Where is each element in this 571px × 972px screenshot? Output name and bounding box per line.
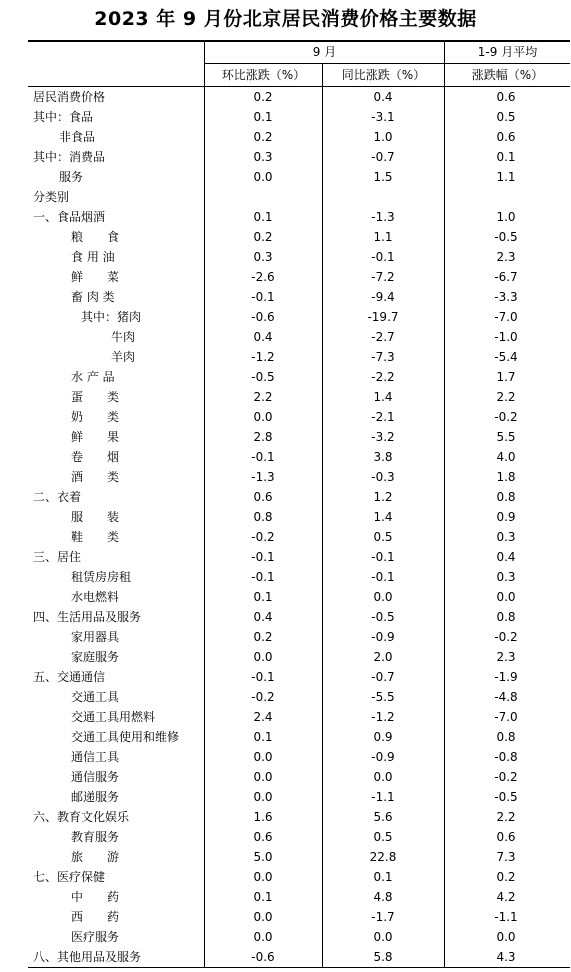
avg-value: 1.7 [496, 370, 516, 384]
avg-value: 0.6 [496, 90, 516, 104]
avg-value: 5.5 [496, 430, 516, 444]
table-row [0, 647, 571, 667]
row-label: 七、医疗保健 [33, 870, 106, 884]
page-title: 2023 年 9 月份北京居民消费价格主要数据 [94, 8, 477, 30]
yoy-value: 5.6 [373, 810, 393, 824]
yoy-value: -2.7 [371, 330, 395, 344]
mom-value: -0.1 [251, 290, 275, 304]
table-row [0, 727, 571, 747]
row-label: 通信服务 [71, 770, 120, 784]
yoy-value: -1.7 [371, 910, 395, 924]
table-row [0, 787, 571, 807]
table-row [0, 487, 571, 507]
row-label: 羊肉 [111, 350, 136, 364]
yoy-value: -0.1 [371, 570, 395, 584]
yoy-value: -0.7 [371, 150, 395, 164]
table-row [0, 667, 571, 687]
row-label: 六、教育文化娱乐 [33, 810, 130, 824]
yoy-value: -1.2 [371, 710, 395, 724]
row-label: 酒 类 [71, 470, 120, 484]
avg-value: 0.3 [496, 570, 516, 584]
avg-value: 2.3 [496, 650, 516, 664]
mom-value: 0.4 [253, 330, 273, 344]
avg-value: -7.0 [494, 310, 518, 324]
table-row [0, 747, 571, 767]
table-row [0, 267, 571, 287]
table-row [0, 807, 571, 827]
table-row [0, 327, 571, 347]
row-label: 粮 食 [71, 230, 120, 244]
yoy-value: -1.1 [371, 790, 395, 804]
table-row [0, 887, 571, 907]
table-bottom-rule [28, 967, 570, 968]
row-label: 水电燃料 [71, 590, 120, 604]
table-row [0, 367, 571, 387]
mom-value: 0.0 [253, 910, 273, 924]
mom-value: 2.4 [253, 710, 273, 724]
mom-value: 0.4 [253, 610, 273, 624]
table-row [0, 767, 571, 787]
mom-value: 0.3 [253, 250, 273, 264]
mom-value: -0.2 [251, 530, 275, 544]
avg-value: 7.3 [496, 850, 516, 864]
row-label: 四、生活用品及服务 [33, 610, 142, 624]
yoy-value: -0.9 [371, 630, 395, 644]
avg-value: 0.5 [496, 110, 516, 124]
mom-value: 0.2 [253, 130, 273, 144]
avg-value: 0.6 [496, 130, 516, 144]
avg-value: -1.9 [494, 670, 518, 684]
table-row [0, 507, 571, 527]
yoy-value: 0.5 [373, 530, 393, 544]
yoy-value: 0.5 [373, 830, 393, 844]
table-top-rule [28, 40, 570, 42]
row-label: 五、交通通信 [33, 670, 106, 684]
yoy-value: -9.4 [371, 290, 395, 304]
table-row [0, 687, 571, 707]
yoy-value: 5.8 [373, 950, 393, 964]
row-label: 其中：消费品 [33, 150, 106, 164]
avg-value: -0.2 [494, 770, 518, 784]
row-label: 医疗服务 [71, 930, 120, 944]
avg-value: 0.0 [496, 930, 516, 944]
row-label: 二、衣着 [33, 490, 82, 504]
yoy-value: 1.4 [373, 510, 393, 524]
mom-value: 0.0 [253, 790, 273, 804]
row-label: 鞋 类 [71, 530, 120, 544]
row-label: 三、居住 [33, 550, 82, 564]
mom-value: 2.2 [253, 390, 273, 404]
table-row [0, 947, 571, 967]
table-row [0, 527, 571, 547]
row-label: 卷 烟 [71, 450, 120, 464]
avg-value: 4.2 [496, 890, 516, 904]
yoy-value: 1.2 [373, 490, 393, 504]
yoy-value: 0.0 [373, 590, 393, 604]
yoy-value: -19.7 [367, 310, 399, 324]
table-row [0, 827, 571, 847]
row-label: 蛋 类 [71, 390, 120, 404]
table-row [0, 547, 571, 567]
mom-value: -0.6 [251, 950, 275, 964]
yoy-value: 22.8 [369, 850, 397, 864]
mom-value: 0.0 [253, 170, 273, 184]
row-label: 西 药 [71, 910, 120, 924]
row-label: 通信工具 [71, 750, 120, 764]
avg-value: 0.4 [496, 550, 516, 564]
mom-value: 0.0 [253, 770, 273, 784]
yoy-value: 0.1 [373, 870, 393, 884]
mom-value: 0.1 [253, 730, 273, 744]
yoy-value: -3.1 [371, 110, 395, 124]
table-row [0, 867, 571, 887]
table-row [0, 467, 571, 487]
mom-value: 5.0 [253, 850, 273, 864]
mom-value: -2.6 [251, 270, 275, 284]
row-label: 其中：猪肉 [81, 310, 142, 324]
avg-value: -3.3 [494, 290, 518, 304]
mom-value: -0.1 [251, 550, 275, 564]
table-row [0, 147, 571, 167]
yoy-value: 0.4 [373, 90, 393, 104]
yoy-value: 4.8 [373, 890, 393, 904]
avg-value: 2.2 [496, 390, 516, 404]
table-row [0, 587, 571, 607]
header-col-avg: 涨跌幅（%） [471, 68, 544, 82]
row-label: 非食品 [59, 130, 96, 144]
mom-value: -0.2 [251, 690, 275, 704]
avg-value: 0.1 [496, 150, 516, 164]
table-row [0, 307, 571, 327]
avg-value: 0.6 [496, 830, 516, 844]
avg-value: -7.0 [494, 710, 518, 724]
mom-value: 0.1 [253, 590, 273, 604]
avg-value: 1.1 [496, 170, 516, 184]
avg-value: 1.8 [496, 470, 516, 484]
mom-value: 1.6 [253, 810, 273, 824]
avg-value: -4.8 [494, 690, 518, 704]
mom-value: 0.6 [253, 490, 273, 504]
row-label: 家庭服务 [71, 650, 120, 664]
table-row [0, 927, 571, 947]
avg-value: -0.5 [494, 790, 518, 804]
yoy-value: -5.5 [371, 690, 395, 704]
yoy-value: 0.0 [373, 930, 393, 944]
mom-value: -1.2 [251, 350, 275, 364]
avg-value: -0.2 [494, 630, 518, 644]
table-row [0, 207, 571, 227]
row-label: 服 装 [71, 510, 120, 524]
table-row [0, 107, 571, 127]
mom-value: -0.1 [251, 450, 275, 464]
yoy-value: -0.5 [371, 610, 395, 624]
table-row [0, 87, 571, 107]
yoy-value: -0.1 [371, 250, 395, 264]
table-row [0, 407, 571, 427]
table-row [0, 227, 571, 247]
table-row [0, 247, 571, 267]
avg-value: -0.5 [494, 230, 518, 244]
yoy-value: -0.1 [371, 550, 395, 564]
table-row [0, 907, 571, 927]
mom-value: 0.1 [253, 210, 273, 224]
avg-value: 0.8 [496, 490, 516, 504]
row-label: 畜 肉 类 [71, 290, 115, 304]
row-label: 交通工具使用和维修 [71, 730, 180, 744]
header-col-yoy: 同比涨跌（%） [341, 68, 426, 82]
mom-value: -0.6 [251, 310, 275, 324]
avg-value: 4.3 [496, 950, 516, 964]
avg-value: -1.0 [494, 330, 518, 344]
yoy-value: 0.9 [373, 730, 393, 744]
table-row [0, 707, 571, 727]
avg-value: 0.3 [496, 530, 516, 544]
mom-value: 0.0 [253, 410, 273, 424]
yoy-value: 0.0 [373, 770, 393, 784]
mom-value: 0.1 [253, 890, 273, 904]
avg-value: 0.8 [496, 730, 516, 744]
table-row [0, 287, 571, 307]
yoy-value: -7.2 [371, 270, 395, 284]
header-group-month: 9 月 [312, 45, 337, 59]
avg-value: -0.2 [494, 410, 518, 424]
header-group-avg: 1-9 月平均 [477, 45, 538, 59]
yoy-value: 1.4 [373, 390, 393, 404]
table-row [0, 847, 571, 867]
yoy-value: 1.1 [373, 230, 393, 244]
mom-value: 0.6 [253, 830, 273, 844]
yoy-value: 3.8 [373, 450, 393, 464]
avg-value: 2.2 [496, 810, 516, 824]
mom-value: 0.0 [253, 930, 273, 944]
row-label: 其中：食品 [33, 110, 94, 124]
yoy-value: -2.1 [371, 410, 395, 424]
row-label: 居民消费价格 [33, 90, 106, 104]
header-col-mom: 环比涨跌（%） [221, 68, 306, 82]
row-label: 租赁房房租 [71, 570, 132, 584]
yoy-value: 1.0 [373, 130, 393, 144]
table-row [0, 387, 571, 407]
mom-value: -0.1 [251, 570, 275, 584]
table-row [0, 447, 571, 467]
row-label: 交通工具用燃料 [71, 710, 156, 724]
mom-value: 0.8 [253, 510, 273, 524]
mom-value: 2.8 [253, 430, 273, 444]
row-label: 鲜 果 [71, 430, 120, 444]
mom-value: 0.2 [253, 230, 273, 244]
mom-value: -1.3 [251, 470, 275, 484]
row-label: 水 产 品 [71, 370, 115, 384]
row-label: 邮递服务 [71, 790, 120, 804]
mom-value: -0.5 [251, 370, 275, 384]
mom-value: 0.0 [253, 870, 273, 884]
avg-value: -1.1 [494, 910, 518, 924]
table-row [0, 127, 571, 147]
avg-value: 1.0 [496, 210, 516, 224]
row-label: 交通工具 [71, 690, 120, 704]
mom-value: 0.1 [253, 110, 273, 124]
yoy-value: -2.2 [371, 370, 395, 384]
yoy-value: 2.0 [373, 650, 393, 664]
row-label: 食 用 油 [71, 250, 115, 264]
yoy-value: -0.3 [371, 470, 395, 484]
table-row [0, 627, 571, 647]
yoy-value: -3.2 [371, 430, 395, 444]
table-row [0, 187, 571, 207]
row-label: 牛肉 [111, 330, 136, 344]
row-label: 鲜 菜 [71, 270, 120, 284]
avg-value: 0.2 [496, 870, 516, 884]
row-label: 八、其他用品及服务 [33, 950, 142, 964]
row-label: 分类别 [33, 190, 70, 204]
avg-value: -6.7 [494, 270, 518, 284]
mom-value: 0.0 [253, 750, 273, 764]
yoy-value: -1.3 [371, 210, 395, 224]
mom-value: 0.0 [253, 650, 273, 664]
table-row [0, 567, 571, 587]
avg-value: -5.4 [494, 350, 518, 364]
yoy-value: 1.5 [373, 170, 393, 184]
yoy-value: -7.3 [371, 350, 395, 364]
mom-value: 0.2 [253, 90, 273, 104]
row-label: 教育服务 [71, 830, 120, 844]
avg-value: 4.0 [496, 450, 516, 464]
mom-value: 0.3 [253, 150, 273, 164]
row-label: 一、食品烟酒 [33, 210, 106, 224]
table-row [0, 427, 571, 447]
row-label: 家用器具 [71, 630, 120, 644]
avg-value: 2.3 [496, 250, 516, 264]
avg-value: 0.9 [496, 510, 516, 524]
avg-value: 0.0 [496, 590, 516, 604]
mom-value: -0.1 [251, 670, 275, 684]
table-row [0, 167, 571, 187]
row-label: 奶 类 [71, 410, 120, 424]
table-row [0, 607, 571, 627]
avg-value: 0.8 [496, 610, 516, 624]
row-label: 旅 游 [71, 850, 120, 864]
yoy-value: -0.7 [371, 670, 395, 684]
mom-value: 0.2 [253, 630, 273, 644]
avg-value: -0.8 [494, 750, 518, 764]
row-label: 中 药 [71, 890, 120, 904]
header-sub-rule [204, 63, 570, 64]
row-label: 服务 [59, 170, 84, 184]
table-row [0, 347, 571, 367]
yoy-value: -0.9 [371, 750, 395, 764]
